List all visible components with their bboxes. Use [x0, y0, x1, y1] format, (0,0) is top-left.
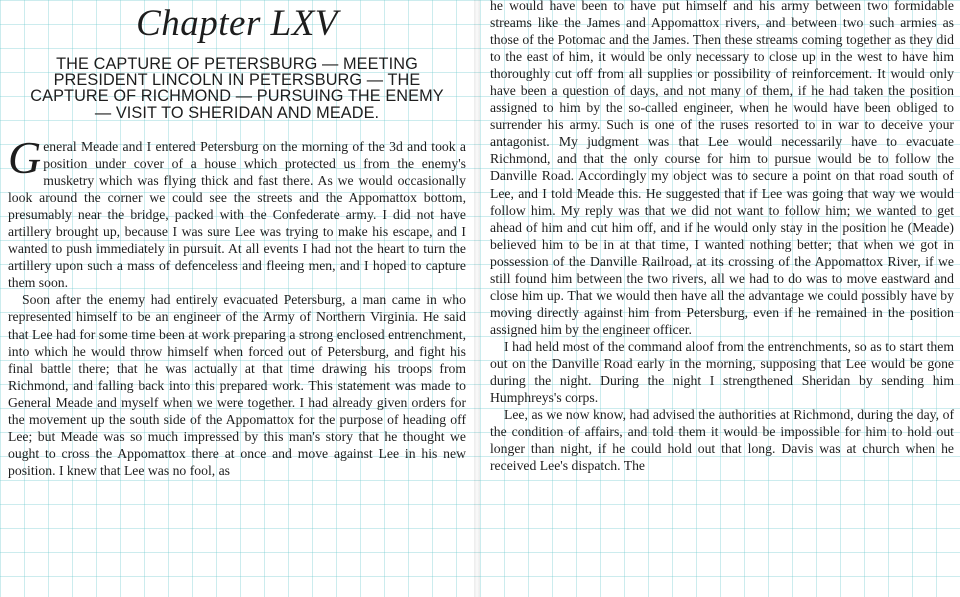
drop-cap: G [8, 132, 42, 183]
chapter-title: THE CAPTURE OF PETERSBURG — MEETING PRESIDENT LINCOLN IN PETERSBURG — THE CAPTURE OF RICHMOND — PURSUING THE ENEMY — VISIT TO SHERIDAN AND MEADE. [30, 55, 444, 122]
paragraph-1 [8, 132, 466, 291]
paragraph-1-text: eneral Meade and I entered Petersburg on the morning of the 3d and took a position under cover of a house which protected us from the enemy's musketry which was flying thick and fast there. As we would occasionally look around the corner we could see the streets and the Appomattox bottom, presumably near the bridge, packed with the Confederate army. I did not have artillery brought up, because I was sure Lee was trying to make his escape, and I wanted to push immediately in pursuit. At all events I had not the heart to turn the artillery upon such a mass of defenceless and fleeing men, and I hoped to capture them soon. [8, 139, 466, 291]
right-page [482, 0, 960, 597]
paragraph-4: I had held most of the command aloof from the entrenchments, so as to start them out on the Danville Road early in the morning, supposing that Lee would be gone during the night. During the night I strengthened Sheridan by sending him Humphreys's corps. [490, 338, 954, 406]
paragraph-5: Lee, as we now know, had advised the authorities at Richmond, during the day, of the condition of affairs, and told them it would be impossible for him to hold out longer than night, if he could hold out that long. Davis was at church when he received Lee's dispatch. The [490, 407, 954, 474]
chapter-number: Chapter LXV [136, 3, 338, 44]
paragraph-2: Soon after the enemy had entirely evacuated Petersburg, a man came in who represented himself to be an engineer of the Army of Northern Virginia. He said that Lee had for some time been at work preparing a strong enclosed entrenchment, into which he would throw himself when forced out of Petersburg, and fight his final battle there; that he was actually at that time drawing his troops from Richmond, and falling back into this prepared work. This statement was made to General Meade and myself when we were together. I had already given orders for the movement up the south side of the Appomattox for the purpose of heading off Lee; but Meade was so much impressed by this man's story that he thought we ought to cross the Appomattox there at once and move against Lee in his new position. I knew that Lee was no fool, as [8, 292, 466, 478]
left-page [0, 0, 472, 597]
book-gutter [474, 0, 480, 597]
paragraph-3: he would have been to have put himself and his army between two formidable streams like the James and Appomattox rivers, and between two such armies as those of the Potomac and the James. Then these streams coming together as they did to the east of him, it would be only necessary to close up in the west to have him thoroughly cut off from all supplies or possibility of reinforcement. It would only have been a question of days, and not many of them, if he had taken the position assigned to him by the so-called engineer, when he would have been obliged to surrender his army. Such is one of the ruses resorted to in war to deceive your antagonist. My judgment was that Lee would necessarily have to evacuate Richmond, and that the only course for him to pursue would be to follow the Danville Road. Accordingly my object was to secure a point on that road south of Lee, and I told Meade this. He suggested that if Lee was going that way we would follow him. My reply was that we did not want to follow him; we wanted to get ahead of him and cut him off, and if he would only stay in the position he (Meade) believed him to be in at that time, I wanted nothing better; that when we got in possession of the Danville Railroad, at its crossing of the Appomattox River, if we still found him between the two rivers, all we had to do was to move eastward and close him up. That we would then have all the advantage we could possibly have by moving directly against him from Petersburg, even if he remained in the position assigned him by the engineer officer. [490, 0, 954, 337]
